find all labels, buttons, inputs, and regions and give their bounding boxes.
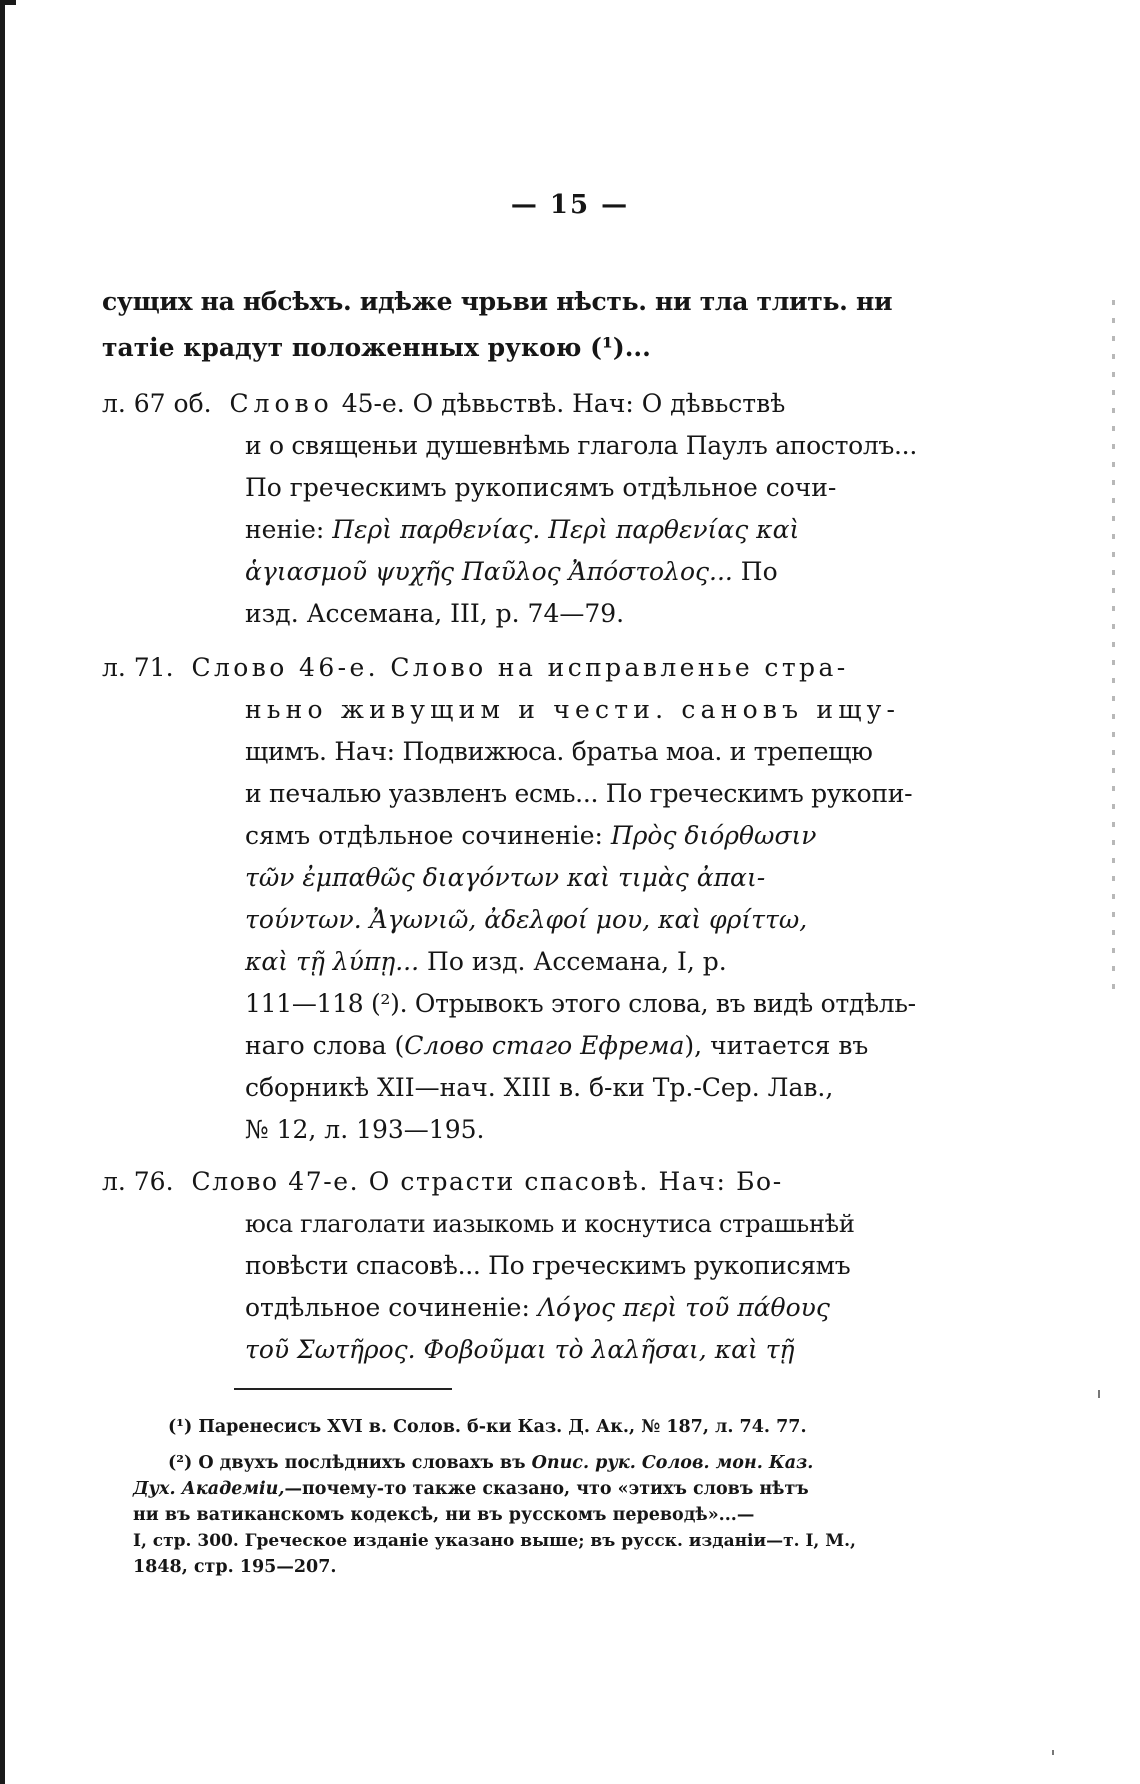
greek-title: Πρὸς διόρθωσιν [610,821,817,850]
text-line [102,328,920,368]
greek-title: Περὶ παρθενίας. Περὶ παρθενίας καὶ [332,515,800,544]
line-text: неніе: [245,515,325,544]
line-text: повѣсти спасовѣ... По греческимъ рукописямъ [245,1251,851,1280]
entry-45-heading [102,384,920,424]
text-line [245,1246,920,1286]
line-text: и печалью уазвленъ есмь... По греческимъ рукопи- [245,779,913,808]
line-text: ньно живущим и чести. сановъ ищу- [245,695,901,724]
scan-edge [0,0,5,1784]
text-line [245,774,920,814]
footnote-1 [168,1414,920,1440]
line-text: ), читается въ [684,1031,869,1060]
line-text: сборникѣ XII—нач. XIII в. б-ки Тр.-Сер. Лав., [245,1073,834,1102]
text-line [245,1288,920,1328]
footnote-text: I, стр. 300. Греческое изданіе указано выше; въ русск. изданіи—т. I, М., [133,1531,856,1551]
line-text: № 12, л. 193—195. [245,1115,485,1144]
line-text: сямъ отдѣльное сочиненіе: [245,821,603,850]
greek-title: Λόγος περὶ τοῦ πάθους [537,1293,830,1322]
footnote-separator [234,1388,452,1390]
footnote-2-cont [133,1476,885,1502]
margin-mark [1052,1750,1054,1755]
text-line [245,1330,920,1370]
entry-title: Слово 47-е. О страсти спасовѣ. Нач: Бо- [191,1167,783,1196]
scan-edge-corner [0,0,16,5]
line-text: и о священьи душевнѣмь глагола Паулъ апостолъ... [245,431,917,460]
text-line [245,816,920,856]
line-text: юса глаголати иазыкомь и коснутиса страшьнѣй [245,1210,855,1238]
entry-47-heading [102,1162,920,1202]
line-text: По греческимъ рукописямъ отдѣльное сочи- [245,473,837,502]
entry-title: 45-е. О дѣвьствѣ. Нач: О дѣвьствѣ [341,389,786,418]
text-line [245,552,920,592]
text-line [245,690,920,730]
italic-title: Слово стаго Ефрема [404,1031,685,1060]
margin-mark [1098,1390,1100,1398]
line-text: По [740,557,778,586]
margin-marks [1112,300,1115,990]
text-line [245,426,920,466]
greek-title: ἁγιασμοῦ ψυχῆς Παῦλος Ἀπόστολος... [245,557,733,586]
line-text: татіе крадут положенных рукою (¹)... [102,333,651,362]
line-text: По изд. Ассемана, I, p. [427,947,727,976]
folio-reference: л. 67 об. [102,389,212,418]
text-line [102,282,920,322]
greek-title: τῶν ἐμπαθῶς διαγόντων καὶ τιμὰς ἀπαι- [245,863,766,892]
text-line [245,1204,920,1244]
footnote-text: ни въ ватиканскомъ кодексѣ, ни въ русскомъ переводѣ»...— [133,1505,755,1525]
footnote-italic: Дух. Академіи, [133,1479,285,1499]
line-text: изд. Ассемана, III, p. 74—79. [245,599,625,628]
footnote-italic: Опис. рук. Солов. мон. Каз. [531,1453,814,1473]
text-line [245,594,920,634]
footnote-text: (¹) Паренесисъ XVI в. Солов. б-ки Каз. Д. Ак., № 187, л. 74. 77. [168,1417,807,1437]
text-line [245,1110,920,1150]
folio-reference: л. 76. [102,1167,174,1196]
line-text: щимъ. Нач: Подвижюса. братьа моа. и трепещю [245,737,873,766]
text-line [245,732,920,772]
text-line [245,510,920,550]
folio-reference: л. 71. [102,653,174,682]
entry-title-spaced: Слово [229,389,334,418]
text-line [245,900,920,940]
line-text: сущих на нбсѣхъ. идѣже чрьви нѣсть. ни тла тлить. ни [102,287,893,316]
footnote-text: —почему-то также сказано, что «этихъ словъ нѣтъ [284,1479,809,1499]
footnote-2-cont [133,1554,885,1580]
line-text: отдѣльное сочиненіе: [245,1293,530,1322]
text-line [245,942,920,982]
footnote-2-cont [133,1502,885,1528]
greek-title: τοῦ Σωτῆρος. Φοβοῦμαι τὸ λαλῆσαι, καὶ τῇ [245,1335,795,1364]
entry-title: Слово 46-е. Слово на исправленье стра- [191,653,849,682]
text-line [245,1068,920,1108]
text-line [245,1026,920,1066]
text-line [245,468,920,508]
greek-title: τούντων. Ἀγωνιῶ, ἀδελφοί μου, καὶ φρίττω, [245,905,808,934]
page-number: — 15 — [510,190,630,220]
line-text: 111—118 (²). Отрывокъ этого слова, въ видѣ отдѣль- [245,989,916,1018]
entry-46-heading [102,648,920,688]
text-line [245,984,920,1024]
footnote-text: (²) О двухъ послѣднихъ словахъ въ [168,1453,526,1473]
text-line [245,858,920,898]
footnote-2-cont [133,1528,885,1554]
greek-title: καὶ τῇ λύπῃ... [245,947,420,976]
line-text: наго слова ( [245,1031,405,1060]
footnote-2 [168,1450,920,1476]
footnote-text: 1848, стр. 195—207. [133,1557,337,1577]
